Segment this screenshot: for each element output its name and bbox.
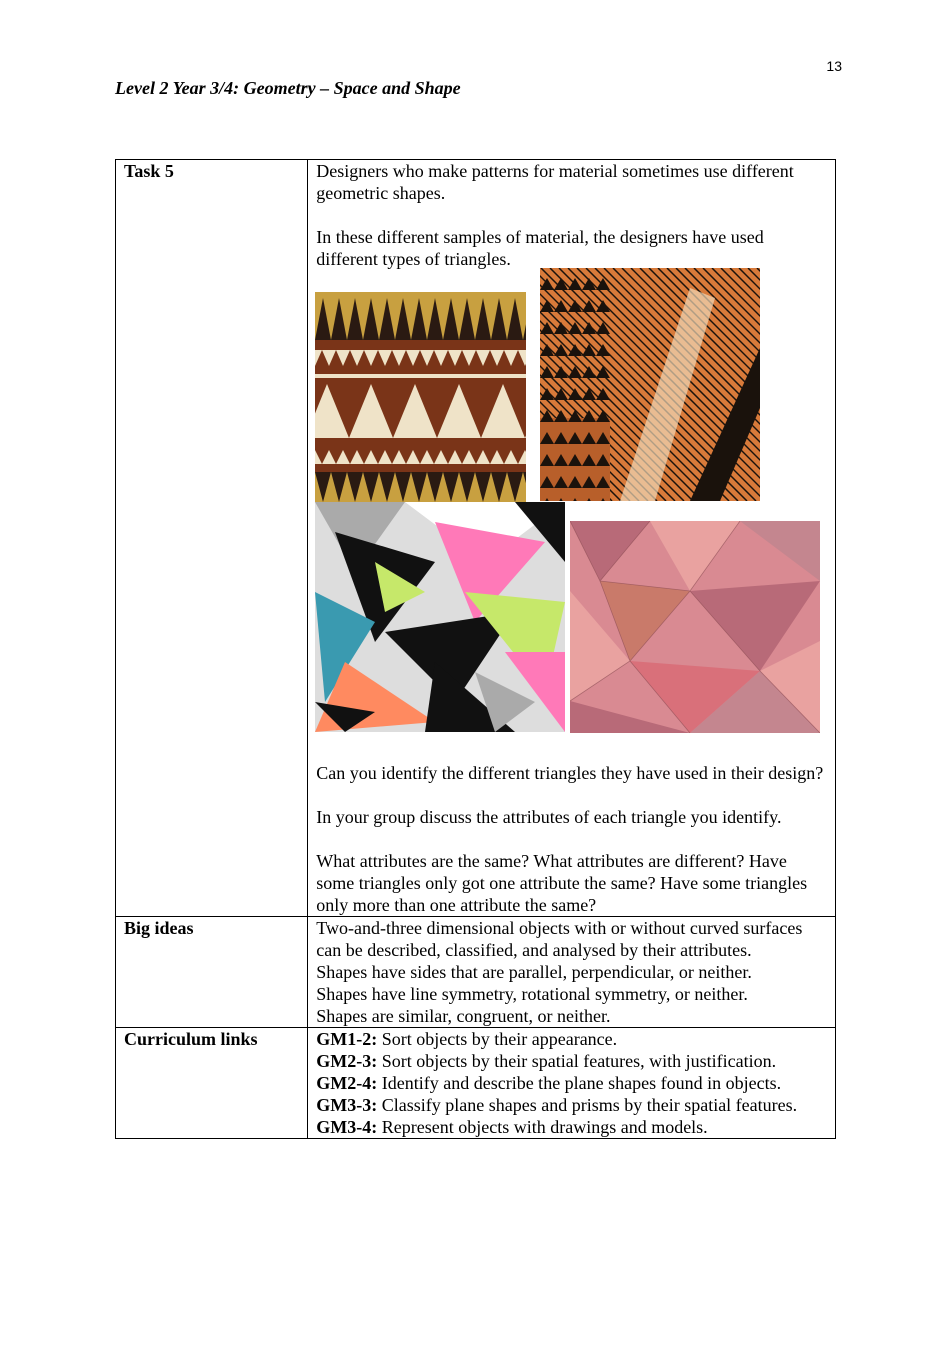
task-discussion: In your group discuss the attributes of each triangle you identify.: [316, 807, 782, 827]
curriculum-code: GM1-2:: [316, 1029, 378, 1049]
big-idea-line: Shapes have sides that are parallel, perpendicular, or neither.: [316, 962, 752, 982]
polynesian-tapa-image: [540, 268, 760, 501]
curriculum-code: GM2-4:: [316, 1073, 378, 1093]
curriculum-text: Identify and describe the plane shapes found in objects.: [381, 1073, 782, 1093]
curriculum-code: GM3-4:: [316, 1117, 378, 1137]
big-ideas-row: [116, 917, 836, 1028]
task-question: Can you identify the different triangles they have used in their design?: [316, 763, 824, 783]
curriculum-link: [316, 1072, 827, 1094]
curriculum-text: Classify plane shapes and prisms by their spatial features.: [381, 1095, 798, 1115]
fabric-gallery: [315, 268, 827, 738]
pink-watercolour-triangle-image: [570, 521, 820, 733]
task-intro: Designers who make patterns for material sometimes use different geometric shapes.: [316, 161, 794, 203]
curriculum-text: Sort objects by their appearance.: [381, 1029, 618, 1049]
curriculum-code: GM2-3:: [316, 1051, 378, 1071]
task-table: [115, 159, 836, 1139]
page-number: 13: [826, 58, 842, 74]
task-attributes-questions: What attributes are the same? What attributes are different? Have some triangles only got one attribute the same? Have some triangles only more than one attribute the same?: [316, 851, 808, 915]
curriculum-link: [316, 1116, 827, 1138]
task-row: [116, 160, 836, 917]
task-samples-text: In these different samples of material, the designers have used different types of triangles.: [316, 227, 764, 269]
document-header: Level 2 Year 3/4: Geometry – Space and Shape: [115, 78, 461, 98]
task-content: [308, 160, 836, 917]
curriculum-code: GM3-3:: [316, 1095, 378, 1115]
big-ideas-content: [308, 917, 836, 1028]
big-idea-line: Shapes are similar, congruent, or neither.: [316, 1006, 611, 1026]
curriculum-text: Represent objects with drawings and models.: [381, 1117, 708, 1137]
big-idea-line: Shapes have line symmetry, rotational symmetry, or neither.: [316, 984, 748, 1004]
neon-triangle-image: [315, 502, 565, 732]
curriculum-row: [116, 1028, 836, 1139]
curriculum-label: Curriculum links: [116, 1028, 308, 1139]
curriculum-text: Sort objects by their spatial features, with justification.: [381, 1051, 777, 1071]
task-label: Task 5: [116, 160, 308, 917]
curriculum-link: [316, 1028, 827, 1050]
curriculum-content: [308, 1028, 836, 1139]
big-idea-line: Two-and-three dimensional objects with or without curved surfaces can be described, classified, and analysed by their attributes.: [316, 918, 803, 960]
curriculum-link: [316, 1094, 827, 1116]
curriculum-link: [316, 1050, 827, 1072]
big-ideas-label: Big ideas: [116, 917, 308, 1028]
tribal-triangle-band-image: [315, 292, 526, 502]
